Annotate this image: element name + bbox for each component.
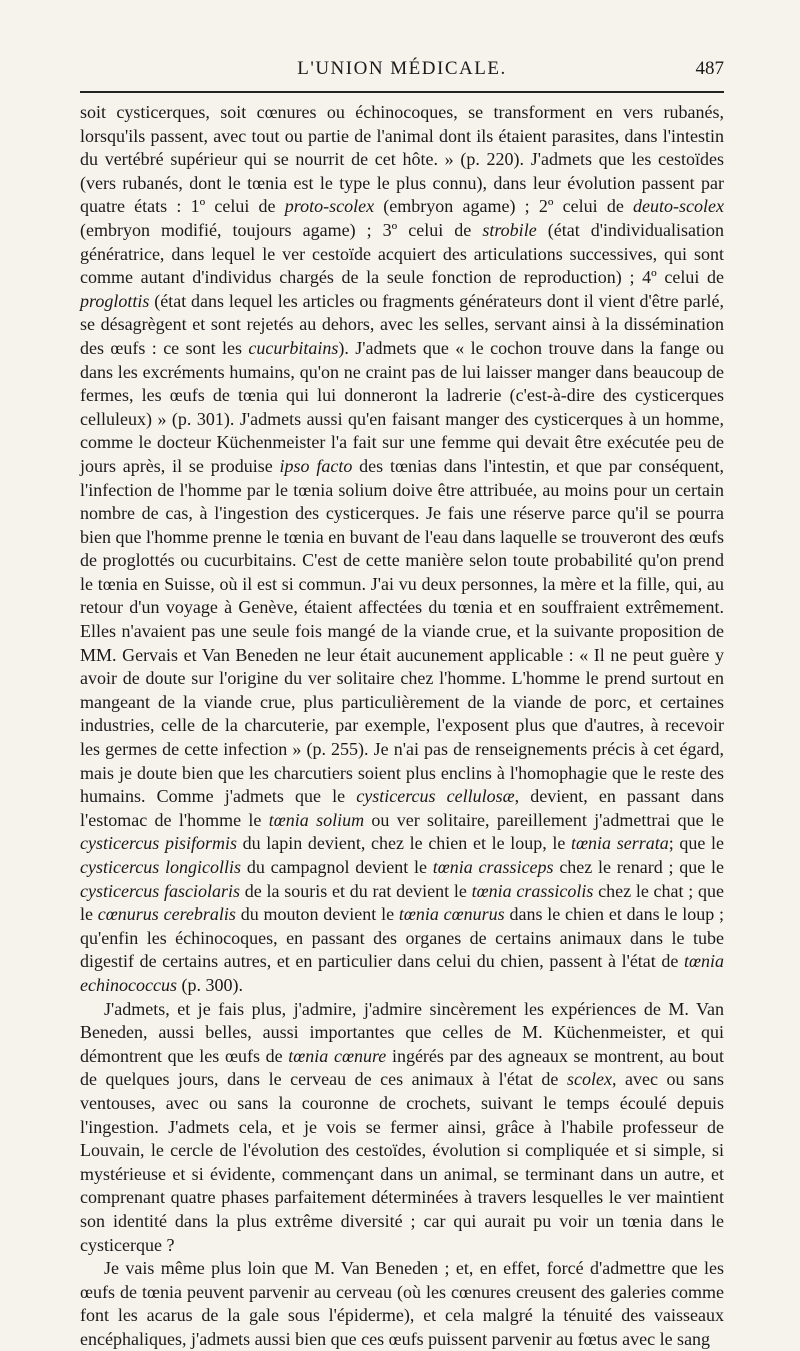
text-run: ). J'admets que « le cochon trouve dans la fange ou dans les excréments humains, qu'on ne craint pas de lui laisser manger dans beaucoup de fermes, les œufs de tœnia qui lui donneront la ladrerie (c'est-à-dire des cysticerques celluleux) » (p. 301). J'admets aussi qu'en faisant manger des cysticerques à un homme, comme le docteur Küchenmeister l'a fait sur une femme qui devait être exécutée peu de jours après, il se produise xyxy=(80,337,724,476)
text-run: du mouton devient le xyxy=(235,904,399,925)
text-run: ingérés par des agneaux se montrent, au bout de quelques jours, dans le cerveau de ces animaux à l'état de xyxy=(80,1045,724,1090)
text-run: du lapin devient, chez le chien et le loup, le xyxy=(236,833,572,854)
italic-term: proto-scolex xyxy=(284,196,375,217)
italic-term: tœnia crassicolis xyxy=(471,880,594,901)
italic-term: cysticercus cellulosæ xyxy=(356,786,515,807)
italic-term: cysticercus pisiformis xyxy=(80,833,237,854)
text-run: (embryon modifié, toujours agame) ; 3º celui de xyxy=(80,219,483,240)
body-text xyxy=(80,101,724,1351)
italic-term: strobile xyxy=(482,219,537,240)
text-run: ; que le xyxy=(668,833,725,854)
text-run: , avec ou sans ventouses, avec ou sans la couronne de crochets, suivant le temps écoulé depuis l'ingestion. J'admets cela, et je vois se fermer ainsi, grâce à l'habile professeur de Louvain, le cercle de l'évolution des cestoïdes, évolution si compliquée et si simple, si mystérieuse et si évidente, commençant dans un animal, se terminant dans un autre, et comprenant quatre phases parfaitement déterminées à travers lesquelles le ver maintient son identité dans la plus extrême diversité ; car qui aurait pu voir un tœnia dans le cysticerque ? xyxy=(80,1069,724,1255)
italic-term: cysticercus longicollis xyxy=(80,857,242,877)
text-run: (p. 300). xyxy=(176,974,243,995)
running-title: L'UNION MÉDICALE. xyxy=(297,58,507,79)
text-run: soit cysticerques, soit cœnures ou échinocoques, se transforment en vers rubanés, lorsqu'ils passent, avec tout ou partie de l'animal dont ils étaient parasites, dans l'intestin du vertébré supérieur qui se nourrit de cet hôte. » (p. 220). J'admets que les cestoïdes (vers rubanés, dont le tœnia est le type le plus connu), dans leur évolution passent par quatre états : 1º celui de xyxy=(80,102,724,217)
italic-term: cysticercus fasciolaris xyxy=(80,880,241,901)
header-rule xyxy=(80,91,724,93)
text-run: Je vais même plus loin que M. Van Beneden ; et, en effet, forcé d'admettre que les œufs de tœnia peuvent parvenir au cerveau (où les cœnures creusent des galeries comme font les acarus de la gale sous l'épiderme), et cela malgré la ténuité des vaisseaux encéphaliques, j'admets aussi bien que ces œufs puissent parvenir au fœtus avec le sang xyxy=(80,1258,724,1349)
italic-term: tœnia serrata xyxy=(571,833,669,854)
text-run: dans le chien et dans le loup ; qu'enfin les échinocoques, en passant des organes de certains animaux dans le tube digestif de certains autres, et en particulier dans celui du chien, passent à l'état de xyxy=(80,904,724,972)
paragraph xyxy=(80,1257,724,1351)
italic-term: cœnurus cerebralis xyxy=(97,904,236,925)
text-run: de la souris et du rat devient le xyxy=(240,880,472,901)
page-number: 487 xyxy=(695,58,724,79)
italic-term: tœnia cœnure xyxy=(288,1045,387,1066)
italic-term: tœnia solium xyxy=(268,809,365,830)
text-run: ou ver solitaire, pareillement j'admettrai que le xyxy=(364,809,724,830)
text-run: (embryon agame) ; 2º celui de xyxy=(374,196,634,217)
italic-term: scolex xyxy=(566,1069,612,1090)
italic-term: ipso facto xyxy=(279,455,353,476)
text-run: chez le renard ; que le xyxy=(553,857,725,877)
italic-term: tœnia crassiceps xyxy=(432,857,554,877)
paragraph xyxy=(80,998,724,1258)
italic-term: deuto-scolex xyxy=(633,196,724,217)
running-header xyxy=(80,0,724,95)
italic-term: tœnia cœnurus xyxy=(398,904,505,925)
text-run: (état d'individualisation génératrice, dans lequel le ver cestoïde acquiert des articulations successives, qui sont comme autant d'individus chargés de la seule fonction de reproduction) ; 4º celui de xyxy=(80,219,724,288)
text-run: J'admets, et je fais plus, j'admire, j'admire sincèrement les expériences de M. Van Beneden, aussi belles, aussi importantes que celles de M. Küchenmeister, et qui démontrent que les œufs de xyxy=(80,998,724,1066)
text-run: (état dans lequel les articles ou fragments générateurs dont il vient d'être parlé, se désagrègent et sont rejetés au dehors, avec les selles, servant ainsi à la dissémination des œufs : ce sont les xyxy=(80,290,724,358)
text-run: chez le chat ; que le xyxy=(80,880,724,925)
italic-term: proglottis xyxy=(80,290,150,311)
text-run: , devient, en passant dans l'estomac de l'homme le xyxy=(80,786,725,830)
italic-term: tœnia echinococcus xyxy=(80,951,724,995)
text-run: du campagnol devient le xyxy=(241,857,433,877)
italic-term: cucurbitains xyxy=(248,337,339,358)
paragraph xyxy=(80,101,724,998)
text-run: des tœnias dans l'intestin, et que par conséquent, l'infection de l'homme par le tœnia solium doive être attribuée, au moins pour un certain nombre de cas, à l'ingestion des cysticerques. Je fais une réserve parce qu'il se pourra bien que l'homme prenne le tœnia en buvant de l'eau dans laquelle se trouveront des œufs de proglottés ou cucurbitains. C'est de cette manière selon toute probabilité qu'on prend le tœnia en Suisse, où il est si commun. J'ai vu deux personnes, la mère et la fille, qui, au retour d'un voyage à Genève, étaient affectées du tœnia et en souffraient extrêmement. Elles n'avaient pas une seule fois mangé de la viande crue, et la suivante proposition de MM. Gervais et Van Beneden ne leur était aucunement applicable : « Il ne peut guère y avoir de doute sur l'origine du ver solitaire chez l'homme. L'homme le prend surtout en mangeant de la viande crue, plus particulièrement de la viande de porc, et certaines industries, celle de la charcuterie, par exemple, l'exposent plus que d'autres, à recevoir les germes de cette infection » (p. 255). Je n'ai pas de renseignements précis à cet égard, mais je doute bien que les charcutiers soient plus enclins à l'homophagie que le reste des humains. Comme j'admets que le xyxy=(80,455,724,807)
